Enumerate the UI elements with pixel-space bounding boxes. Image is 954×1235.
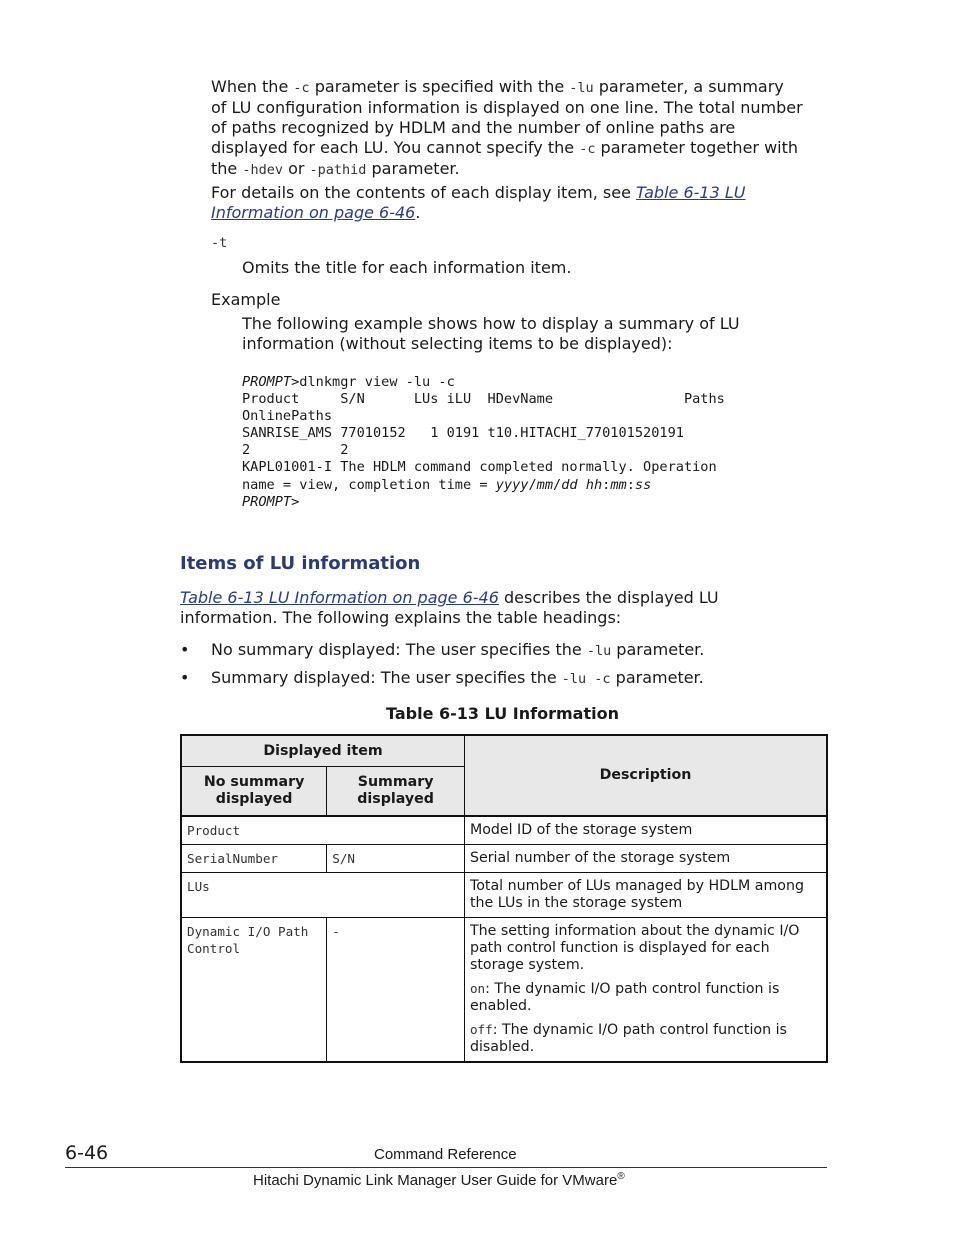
- header-description: Description: [464, 735, 827, 816]
- cell-dpc: Dynamic I/O Path Control: [181, 918, 327, 1063]
- footer-book-title: Hitachi Dynamic Link Manager User Guide for VMware®: [253, 1171, 625, 1189]
- footer-chapter: Command Reference: [374, 1146, 517, 1163]
- intro-paragraph: When the -c parameter is specified with the -lu parameter, a summary of LU configuration information is displayed on one line. The total number of paths recognized by HDLM and the number of online paths are displayed for each LU. You cannot specify the -c parameter together with the -hdev or -pathid parameter.: [211, 77, 803, 178]
- table-link[interactable]: Table 6-13 LU: [636, 183, 746, 202]
- header-no-summary: No summary displayed: [181, 767, 327, 817]
- table-row: [181, 816, 827, 845]
- details-paragraph: For details on the contents of each display item, see Table 6-13 LU Information on page 6-46.: [211, 183, 746, 222]
- bullet-item: Summary displayed: The user specifies the -lu -c parameter.: [211, 668, 704, 687]
- table-row: [181, 845, 827, 873]
- cell-lus: LUs: [181, 873, 464, 918]
- cell-serial-summary: S/N: [327, 845, 465, 873]
- cell-serial: SerialNumber: [181, 845, 327, 873]
- param-lu: -lu: [569, 80, 594, 96]
- cell-product-desc: Model ID of the storage system: [464, 816, 827, 845]
- param-pathid: -pathid: [309, 162, 367, 178]
- footer-divider: [65, 1167, 827, 1168]
- cell-product: Product: [181, 816, 464, 845]
- section-heading: Items of LU information: [180, 553, 421, 574]
- header-displayed-item: Displayed item: [181, 735, 464, 767]
- table-row: [181, 918, 827, 1063]
- param-c: -c: [293, 80, 310, 96]
- example-label: Example: [211, 290, 281, 309]
- option-t-desc: Omits the title for each information item.: [242, 258, 572, 277]
- bullet-item: No summary displayed: The user specifies the -lu parameter.: [211, 640, 705, 659]
- cell-serial-desc: Serial number of the storage system: [464, 845, 827, 873]
- header-summary: Summary displayed: [327, 767, 465, 817]
- table-caption: Table 6-13 LU Information: [386, 704, 619, 723]
- example-code-block: PROMPT>dlnkmgr view -lu -c Product S/N LUs iLU HDevName Paths OnlinePaths SANRISE_AMS 77010152 1 0191 t10.HITACHI_770101520191 2 2 KAPL01001-I The HDLM command completed normally. Operation name = view, completion time = yyyy/mm/dd hh:mm:ss PROMPT>: [242, 374, 725, 510]
- cell-dpc-summary: -: [327, 918, 465, 1063]
- section-table-link[interactable]: Table 6-13 LU Information on page 6-46: [180, 588, 499, 607]
- param-hdev: -hdev: [242, 162, 283, 178]
- table-link-cont[interactable]: Information on page 6-46: [211, 203, 416, 222]
- table-row: [181, 873, 827, 918]
- bullet-mark: •: [180, 668, 190, 687]
- bullet-mark: •: [180, 640, 190, 659]
- section-paragraph: Table 6-13 LU Information on page 6-46 describes the displayed LU information. The following explains the table headings:: [180, 588, 719, 627]
- example-desc: The following example shows how to display a summary of LU information (without selecting items to be displayed):: [242, 314, 740, 353]
- cell-lus-desc: Total number of LUs managed by HDLM among the LUs in the storage system: [464, 873, 827, 918]
- lu-information-table: [180, 734, 828, 1063]
- cell-dpc-desc: The setting information about the dynamic I/O path control function is displayed for each storage system. on: The dynamic I/O path control function is enabled. off: The dynamic I/O path control function is disabled.: [464, 918, 827, 1063]
- page-number: 6-46: [65, 1142, 109, 1164]
- option-t-flag: -t: [211, 235, 228, 251]
